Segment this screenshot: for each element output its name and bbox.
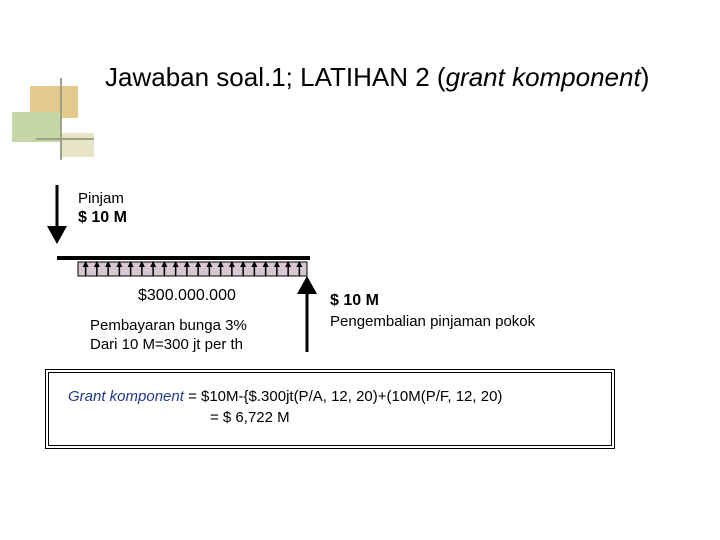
interest-description-line2: Dari 10 M=300 jt per th bbox=[90, 336, 243, 353]
repayment-label: Pengembalian pinjaman pokok bbox=[330, 313, 536, 330]
loan-label: Pinjam bbox=[78, 190, 124, 207]
grant-result: = $ 6,722 M bbox=[210, 409, 290, 426]
loan-arrow-down bbox=[47, 185, 67, 244]
interest-payment-band bbox=[78, 262, 307, 276]
title-prefix: Jawaban soal.1; LATIHAN 2 ( bbox=[105, 62, 446, 92]
grant-term: Grant komponent bbox=[68, 388, 184, 405]
title-suffix: ) bbox=[640, 62, 650, 92]
grant-component-box bbox=[45, 369, 615, 449]
repayment-arrow-up bbox=[297, 276, 317, 352]
title-italic: grant komponent bbox=[445, 62, 641, 92]
grant-formula bbox=[68, 387, 502, 406]
grant-formula-text: = $10M-{$.300jt(P/A, 12, 20)+(10M(P/F, 12, 20) bbox=[183, 388, 503, 405]
repayment-amount: $ 10 M bbox=[330, 292, 379, 309]
loan-amount: $ 10 M bbox=[78, 209, 127, 226]
interest-amount: $300.000.000 bbox=[138, 287, 236, 304]
interest-description-line1: Pembayaran bunga 3% bbox=[90, 317, 247, 334]
